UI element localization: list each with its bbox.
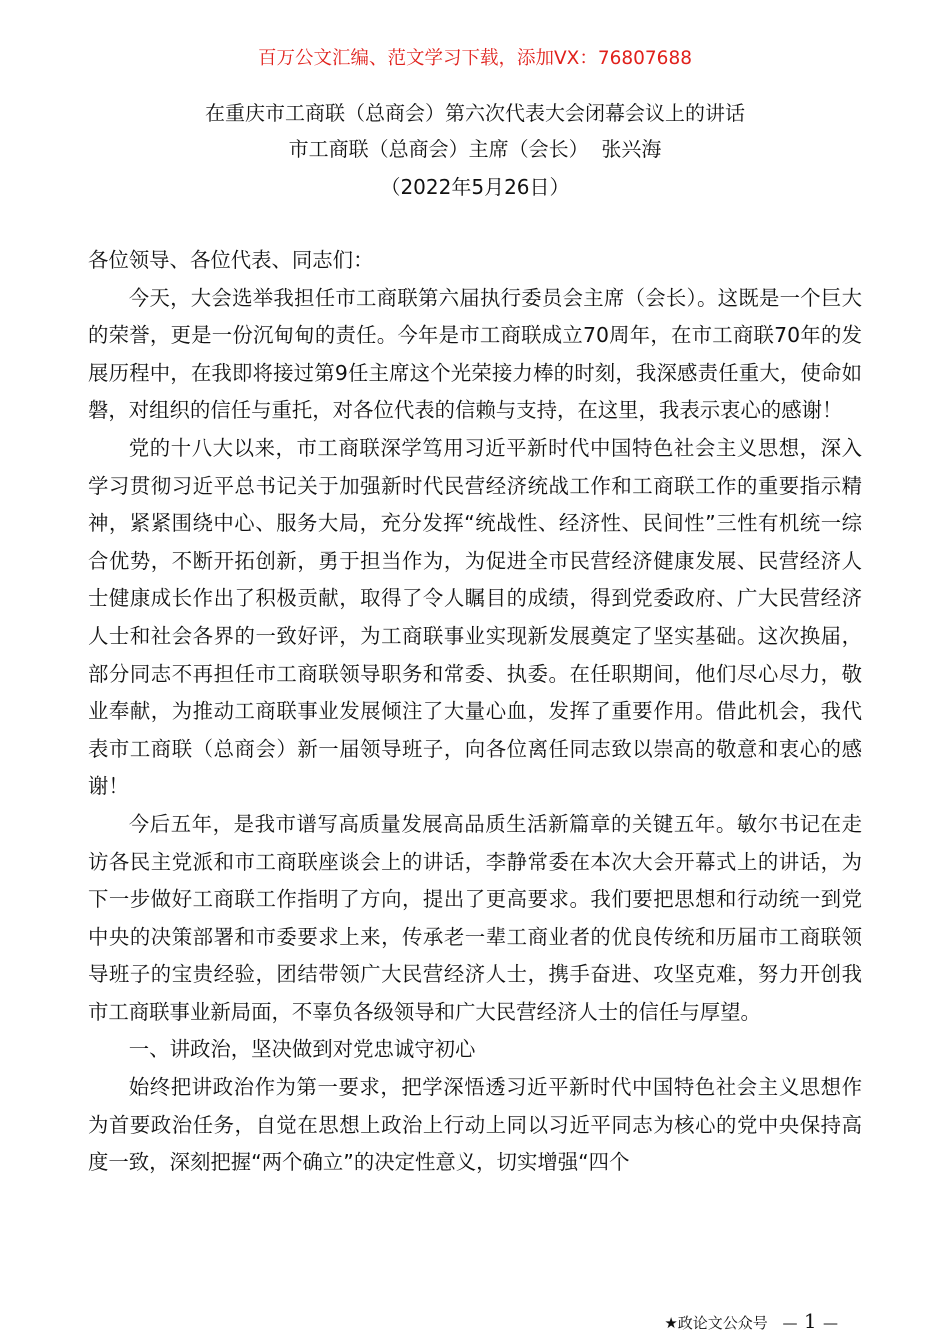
paragraph: 今天，大会选举我担任市工商联第六届执行委员会主席（会长）。这既是一个巨大的荣誉，更是一份沉甸甸的责任。今年是市工商联成立70周年，在市工商联70年的发展历程中，在我即将接过第9任主席这个光荣接力棒的时刻，我深感责任重大，使命如磐，对组织的信任与重托，对各位代表的信赖与支持，在这里，我表示衷心的感谢！ xyxy=(88,285,862,423)
salutation: 各位领导、各位代表、同志们： xyxy=(88,248,374,272)
page-number: 1 xyxy=(803,1309,817,1333)
footer-source: ★政论文公众号 xyxy=(664,1314,768,1332)
dash-left: — xyxy=(782,1314,798,1332)
paragraph: 党的十八大以来，市工商联深学笃用习近平新时代中国特色社会主义思想，深入学习贯彻习近平总书记关于加强新时代民营经济统战工作和工商联工作的重要指示精神，紧紧围绕中心、服务大局，充分发挥“统战性、经济性、民间性”三性有机统一综合优势，不断开拓创新，勇于担当作为，为促进全市民营经济健康发展、民营经济人士健康成长作出了积极贡献，取得了令人瞩目的成绩，得到党委政府、广大民营经济人士和社会各界的一致好评，为工商联事业实现新发展奠定了坚实基础。这次换届，部分同志不再担任市工商联领导职务和常委、执委。在任职期间，他们尽心尽力，敬业奉献，为推动工商联事业发展倾注了大量心血，发挥了重要作用。借此机会，我代表市工商联（总商会）新一届领导班子，向各位离任同志致以崇高的敬意和衷心的感谢！ xyxy=(88,435,862,799)
speech-title: 在重庆市工商联（总商会）第六次代表大会闭幕会议上的讲话 xyxy=(205,101,745,125)
paragraph: 今后五年，是我市谱写高质量发展高品质生活新篇章的关键五年。敏尔书记在走访各民主党派和市工商联座谈会上的讲话，李静常委在本次大会开幕式上的讲话，为下一步做好工商联工作指明了方向，提出了更高要求。我们要把思想和行动统一到党中央的决策部署和市委要求上来，传承老一辈工商业者的优良传统和历届市工商联领导班子的宝贵经验，团结带领广大民营经济人士，携手奋进、攻坚克难，努力开创我市工商联事业新局面，不辜负各级领导和广大民营经济人士的信任与厚望。 xyxy=(88,811,862,1024)
page-footer xyxy=(664,1309,838,1335)
speech-date: （2022年5月26日） xyxy=(380,175,570,199)
promo-banner: 百万公文汇编、范文学习下载，添加VX：76807688 xyxy=(258,48,692,69)
page-number-group xyxy=(783,1309,838,1333)
dash-right: — xyxy=(823,1314,838,1332)
paragraph: 始终把讲政治作为第一要求，把学深悟透习近平新时代中国特色社会主义思想作为首要政治任务，自觉在思想上政治上行动上同以习近平同志为核心的党中央保持高度一致，深刻把握“两个确立”的决定性意义，切实增强“四个 xyxy=(88,1075,862,1175)
speaker-byline: 市工商联（总商会）主席（会长） 张兴海 xyxy=(288,137,662,161)
speech-body xyxy=(88,242,862,1182)
section-heading: 一、讲政治，坚决做到对党忠诚守初心 xyxy=(128,1037,476,1062)
